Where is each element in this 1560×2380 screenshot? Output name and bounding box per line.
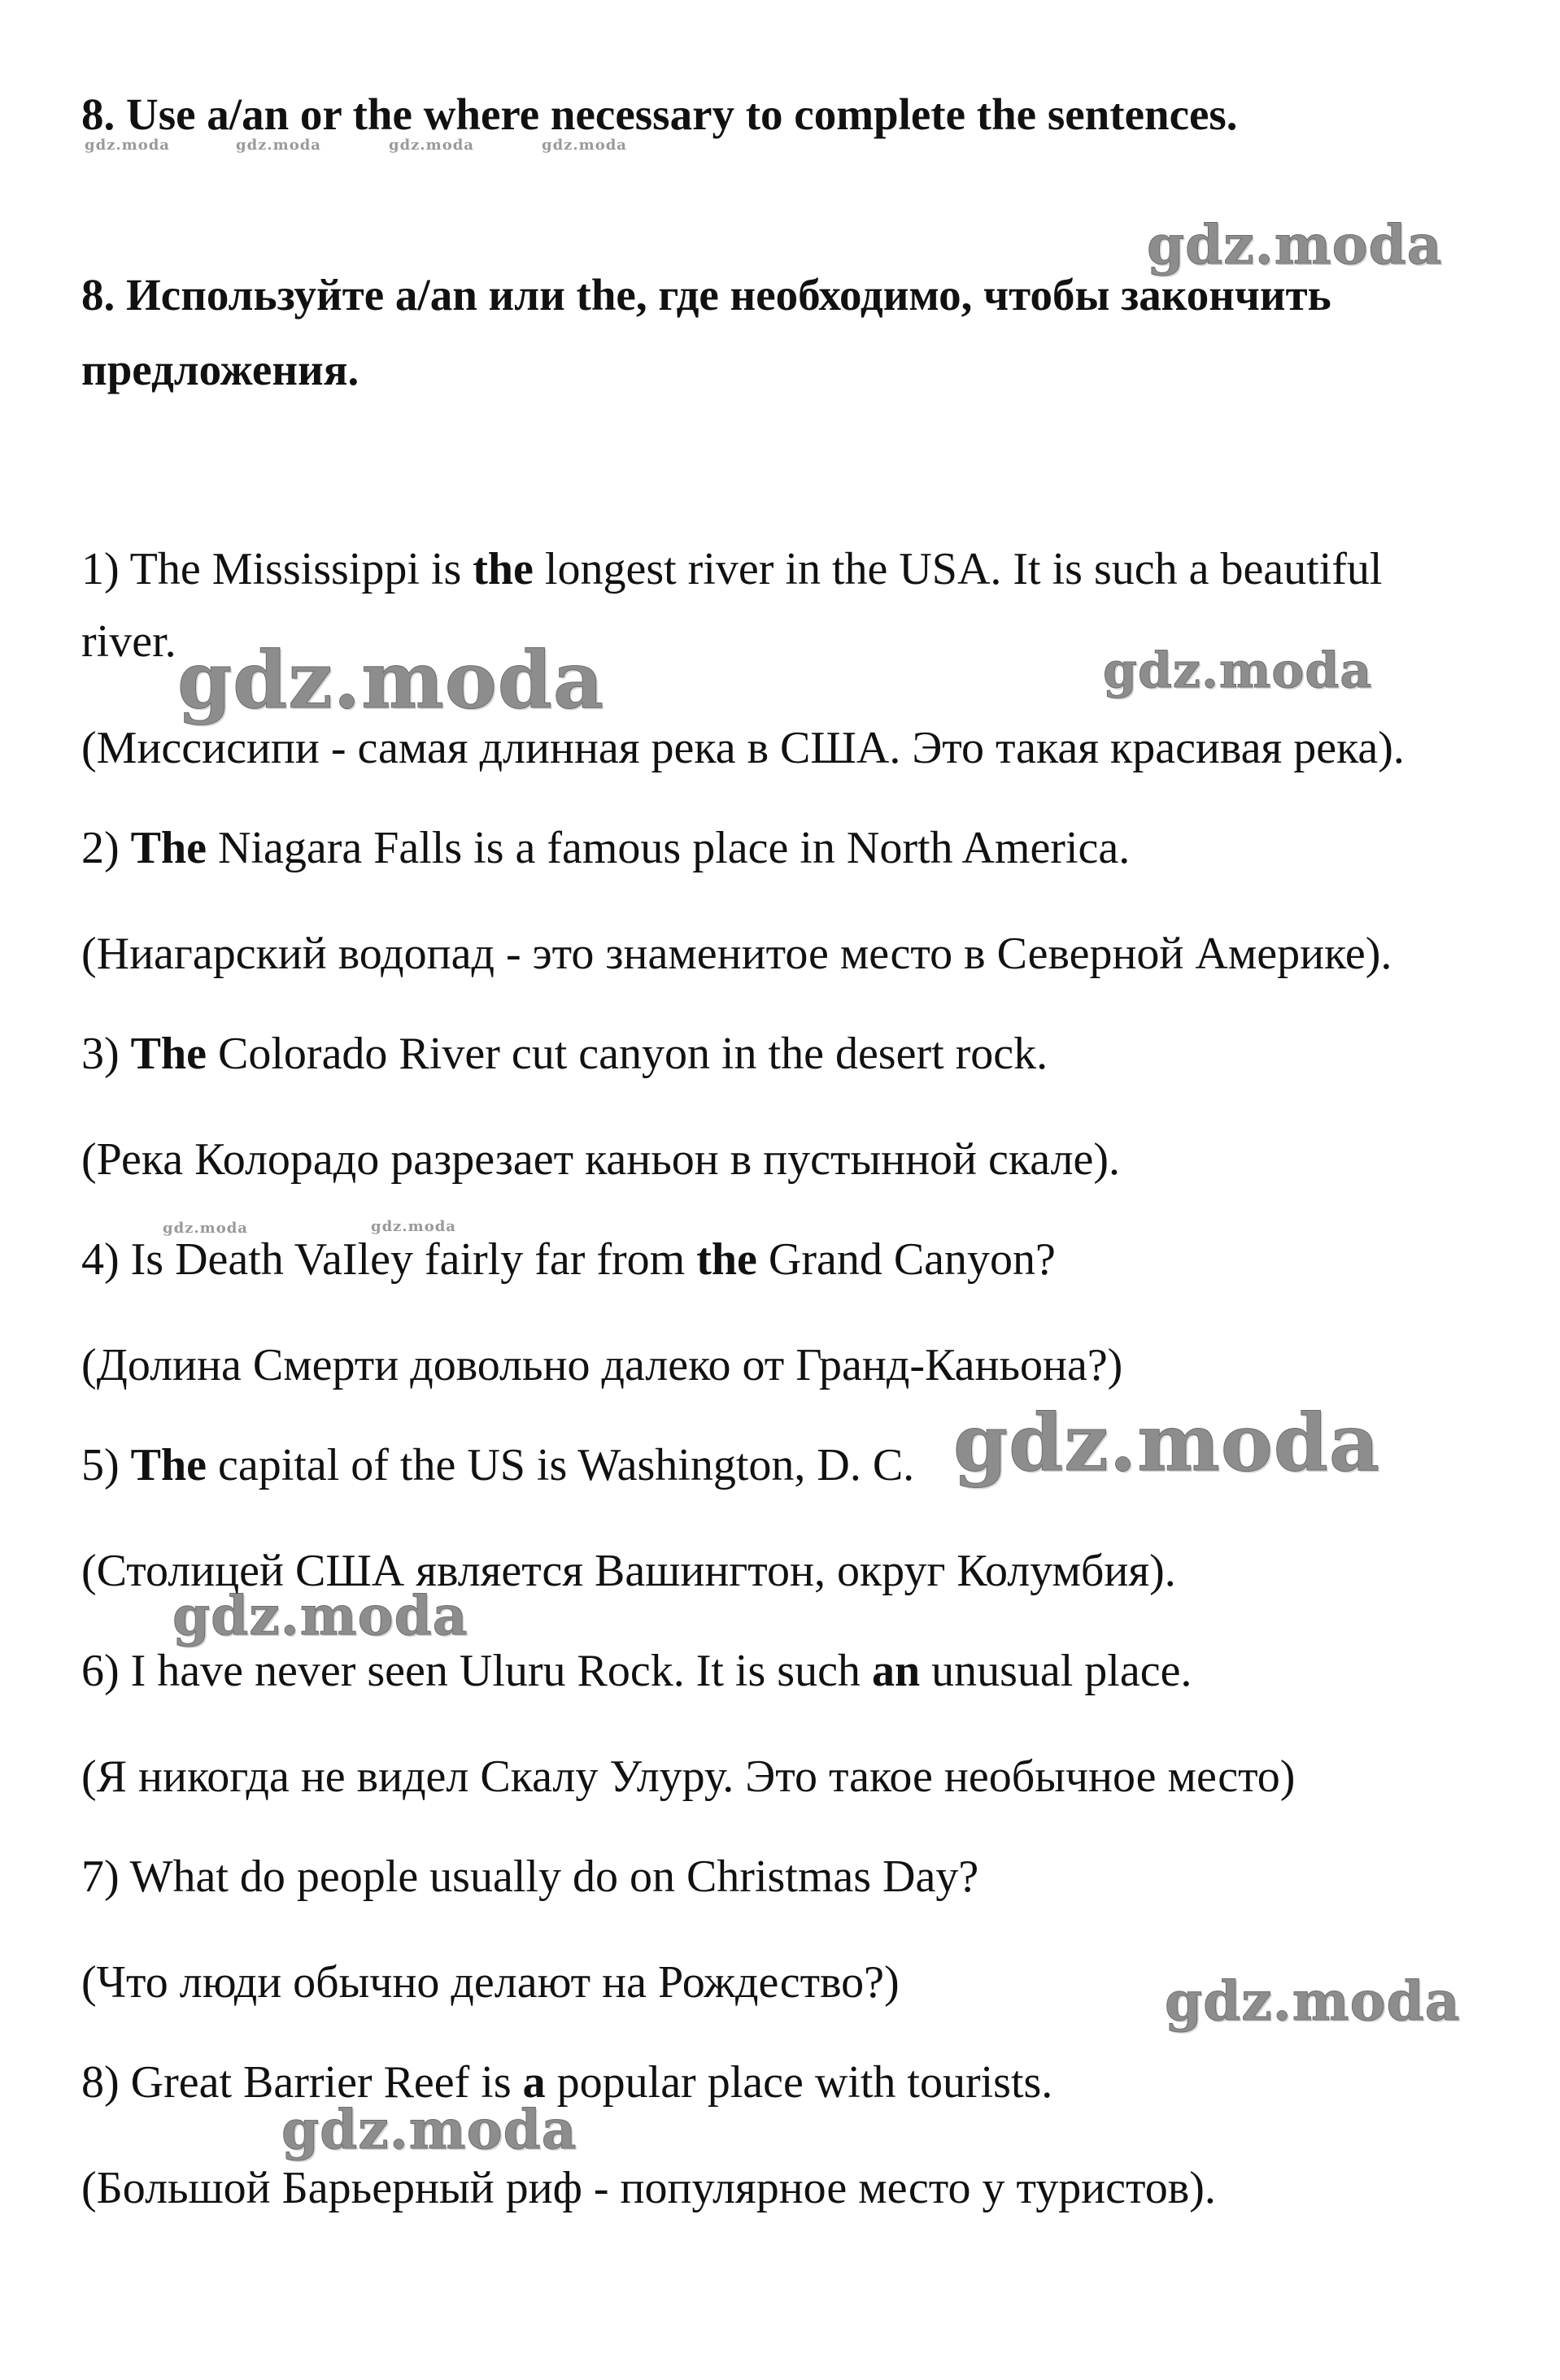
sentence-5-en: 5) The capital of the US is Washington, D. C. — [81, 1440, 915, 1490]
sentence-3-en: 3) The Colorado River cut canyon in the desert rock. — [81, 1029, 1048, 1079]
sentence-4-ru: (Долина Смерти довольно далеко от Гранд-Каньона?) — [81, 1340, 1123, 1390]
watermark: gdz.moda — [85, 137, 170, 154]
sentence-6-en: 6) I have never seen Uluru Rock. It is such an unusual place. — [81, 1646, 1192, 1696]
sentence-1-en-line-1: 1) The Mississippi is the longest river in the USA. It is such a beautiful — [81, 544, 1383, 594]
task-title-ru-line-1: 8. Используйте a/an или the, где необходимо, чтобы закончить — [81, 270, 1331, 320]
answer-8: a — [522, 2057, 546, 2108]
sentence-2-en: 2) The Niagara Falls is a famous place in North America. — [81, 823, 1131, 873]
watermark: gdz.moda — [542, 137, 627, 154]
answer-6: an — [871, 1646, 921, 1696]
watermark: gdz.moda — [172, 1584, 468, 1647]
watermark: gdz.moda — [1147, 213, 1443, 276]
task-title-ru-line-2: предложения. — [81, 345, 359, 394]
sentence-7-ru: (Что люди обычно делают на Рождество?) — [81, 1957, 900, 2008]
answer-3: The — [130, 1029, 207, 1079]
watermark: gdz.moda — [281, 2098, 577, 2161]
sentence-7-en: 7) What do people usually do on Christmas Day? — [81, 1851, 979, 1902]
answer-5: The — [130, 1440, 207, 1490]
watermark: gdz.moda — [371, 1218, 456, 1235]
sentence-8-ru: (Большой Барьерный риф - популярное место у туристов). — [81, 2163, 1216, 2213]
watermark: gdz.moda — [236, 137, 321, 154]
sentence-4-en: 4) Is Death VaIley fairly far from the Grand Canyon? — [81, 1234, 1056, 1285]
watermark: gdz.moda — [177, 634, 605, 726]
watermark: gdz.moda — [953, 1397, 1381, 1489]
watermark: gdz.moda — [163, 1220, 248, 1237]
answer-2: The — [130, 823, 207, 873]
watermark: gdz.moda — [389, 137, 474, 154]
sentence-1-ru: (Миссисипи - самая длинная река в США. Это такая красивая река). — [81, 723, 1405, 773]
answer-1: the — [473, 544, 534, 594]
sentence-3-ru: (Река Колорадо разрезает каньон в пустынной скале). — [81, 1134, 1121, 1185]
watermark: gdz.moda — [1165, 1969, 1461, 2033]
watermark: gdz.moda — [1103, 642, 1373, 699]
task-title-en: 8. Use a/an or the where necessary to complete the sentences. — [81, 89, 1238, 139]
sentence-6-ru: (Я никогда не видел Скалу Улуру. Это такое необычное место) — [81, 1751, 1296, 1802]
sentence-8-en: 8) Great Barrier Reef is a popular place with tourists. — [81, 2057, 1053, 2108]
sentence-5-ru: (Столицей США является Вашингтон, округ Колумбия). — [81, 1546, 1176, 1596]
sentence-2-ru: (Ниагарский водопад - это знаменитое место в Северной Америке). — [81, 929, 1392, 979]
sentence-1-en-line-2: river. — [81, 616, 176, 667]
answer-4: the — [696, 1234, 757, 1285]
